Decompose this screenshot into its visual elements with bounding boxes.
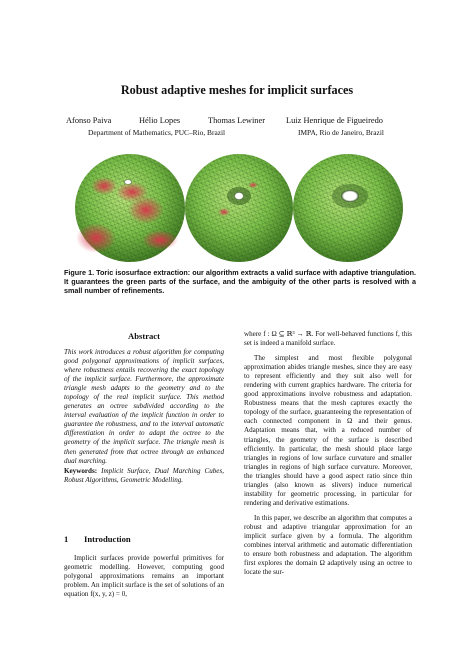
keywords (64, 467, 224, 485)
section-number: 1 (64, 534, 69, 544)
affiliation-right: IMPA, Rio de Janeiro, Brazil (298, 128, 384, 137)
torus-images (74, 152, 404, 264)
author-name: Thomas Lewiner (208, 116, 265, 125)
abstract-heading: Abstract (128, 331, 160, 341)
paragraph: where f : Ω ⊆ ℝ³ → ℝ. For well-behaved functions f, this set is indeed a manifold surface. (244, 330, 412, 348)
author-name: Afonso Paiva (66, 116, 112, 125)
keywords-label: Keywords: (64, 467, 98, 475)
right-column (244, 330, 412, 583)
torus-middle (185, 154, 293, 262)
torus-figure (74, 152, 404, 264)
intro-paragraph: Implicit surfaces provide powerful primitives for geometric modelling. However, computing good polygonal approximations remains an important problem. An implicit surface is the set of solutions of an equation f(x, y, z) = 0, (64, 554, 224, 599)
intro-column (64, 554, 224, 599)
torus-left (75, 154, 185, 262)
paragraph: In this paper, we describe an algorithm that computes a robust and adaptive triangular approximation for an implicit surface given by a formula. The algorithm combines interval arithmetic and automatic differentiation to ensure both robustness and adaptation. The algorithm first explores the domain Ω adaptively using an octree to locate the sur- (244, 513, 412, 577)
figure-caption: Figure 1. Toric isosurface extraction: our algorithm extracts a valid surface with adaptive triangulation. It guarantees the green parts of the surface, and the ambiguity of the other parts is resolved with a small number of refinements. (64, 268, 416, 296)
paragraph: The simplest and most flexible polygonal approximation abides triangle meshes, since they are easy to represent efficiently and they suit also well for rendering with current graphics hardware. The criteria for good approximations involve robustness and adaptation. Robustness means that the mesh captures exactly the topology of the surface, guaranteeing the representation of each connected component in Ω and their genus. Adaptation means that, with a reduced number of triangles, the geometry of the surface is described efficiently. In particular, the mesh should place large triangles in regions of low surface curvature and smaller triangles in regions of high surface curvature. Moreover, the triangles should have a good aspect ratio since thin triangles (also known as slivers) induce numerical instability for geometric processing, in particular for rendering and derivative estimations. (244, 354, 412, 507)
torus-right (293, 154, 403, 262)
section-title: Introduction (84, 534, 131, 544)
keywords-text: Implicit Surface, Dual Marching Cubes, Robust Algorithms, Geometric Modelling. (64, 467, 224, 485)
author-name: Luiz Henrique de Figueiredo (286, 116, 383, 125)
author-name: Hélio Lopes (139, 116, 181, 125)
paper-title: Robust adaptive meshes for implicit surfaces (120, 83, 354, 97)
abstract-text: This work introduces a robust algorithm for computing good polygonal approximations of implicit surfaces, where robustness entails recovering the exact topology of the implicit surface. Furthermore, the approximate triangle mesh adapts to the geometry and to the topology of the real implicit surface. This method generates an octree subdivided according to the interval evaluation of the implicit function in order to guarantee the robustness, and to the interval automatic differentiation in order to adapt the octree to the geometry of the implicit surface. The triangle mesh is then generated from that octree through an enhanced dual marching. (64, 348, 224, 465)
section-heading (64, 534, 224, 544)
affiliation-left: Department of Mathematics, PUC–Rio, Brazil (88, 128, 226, 137)
